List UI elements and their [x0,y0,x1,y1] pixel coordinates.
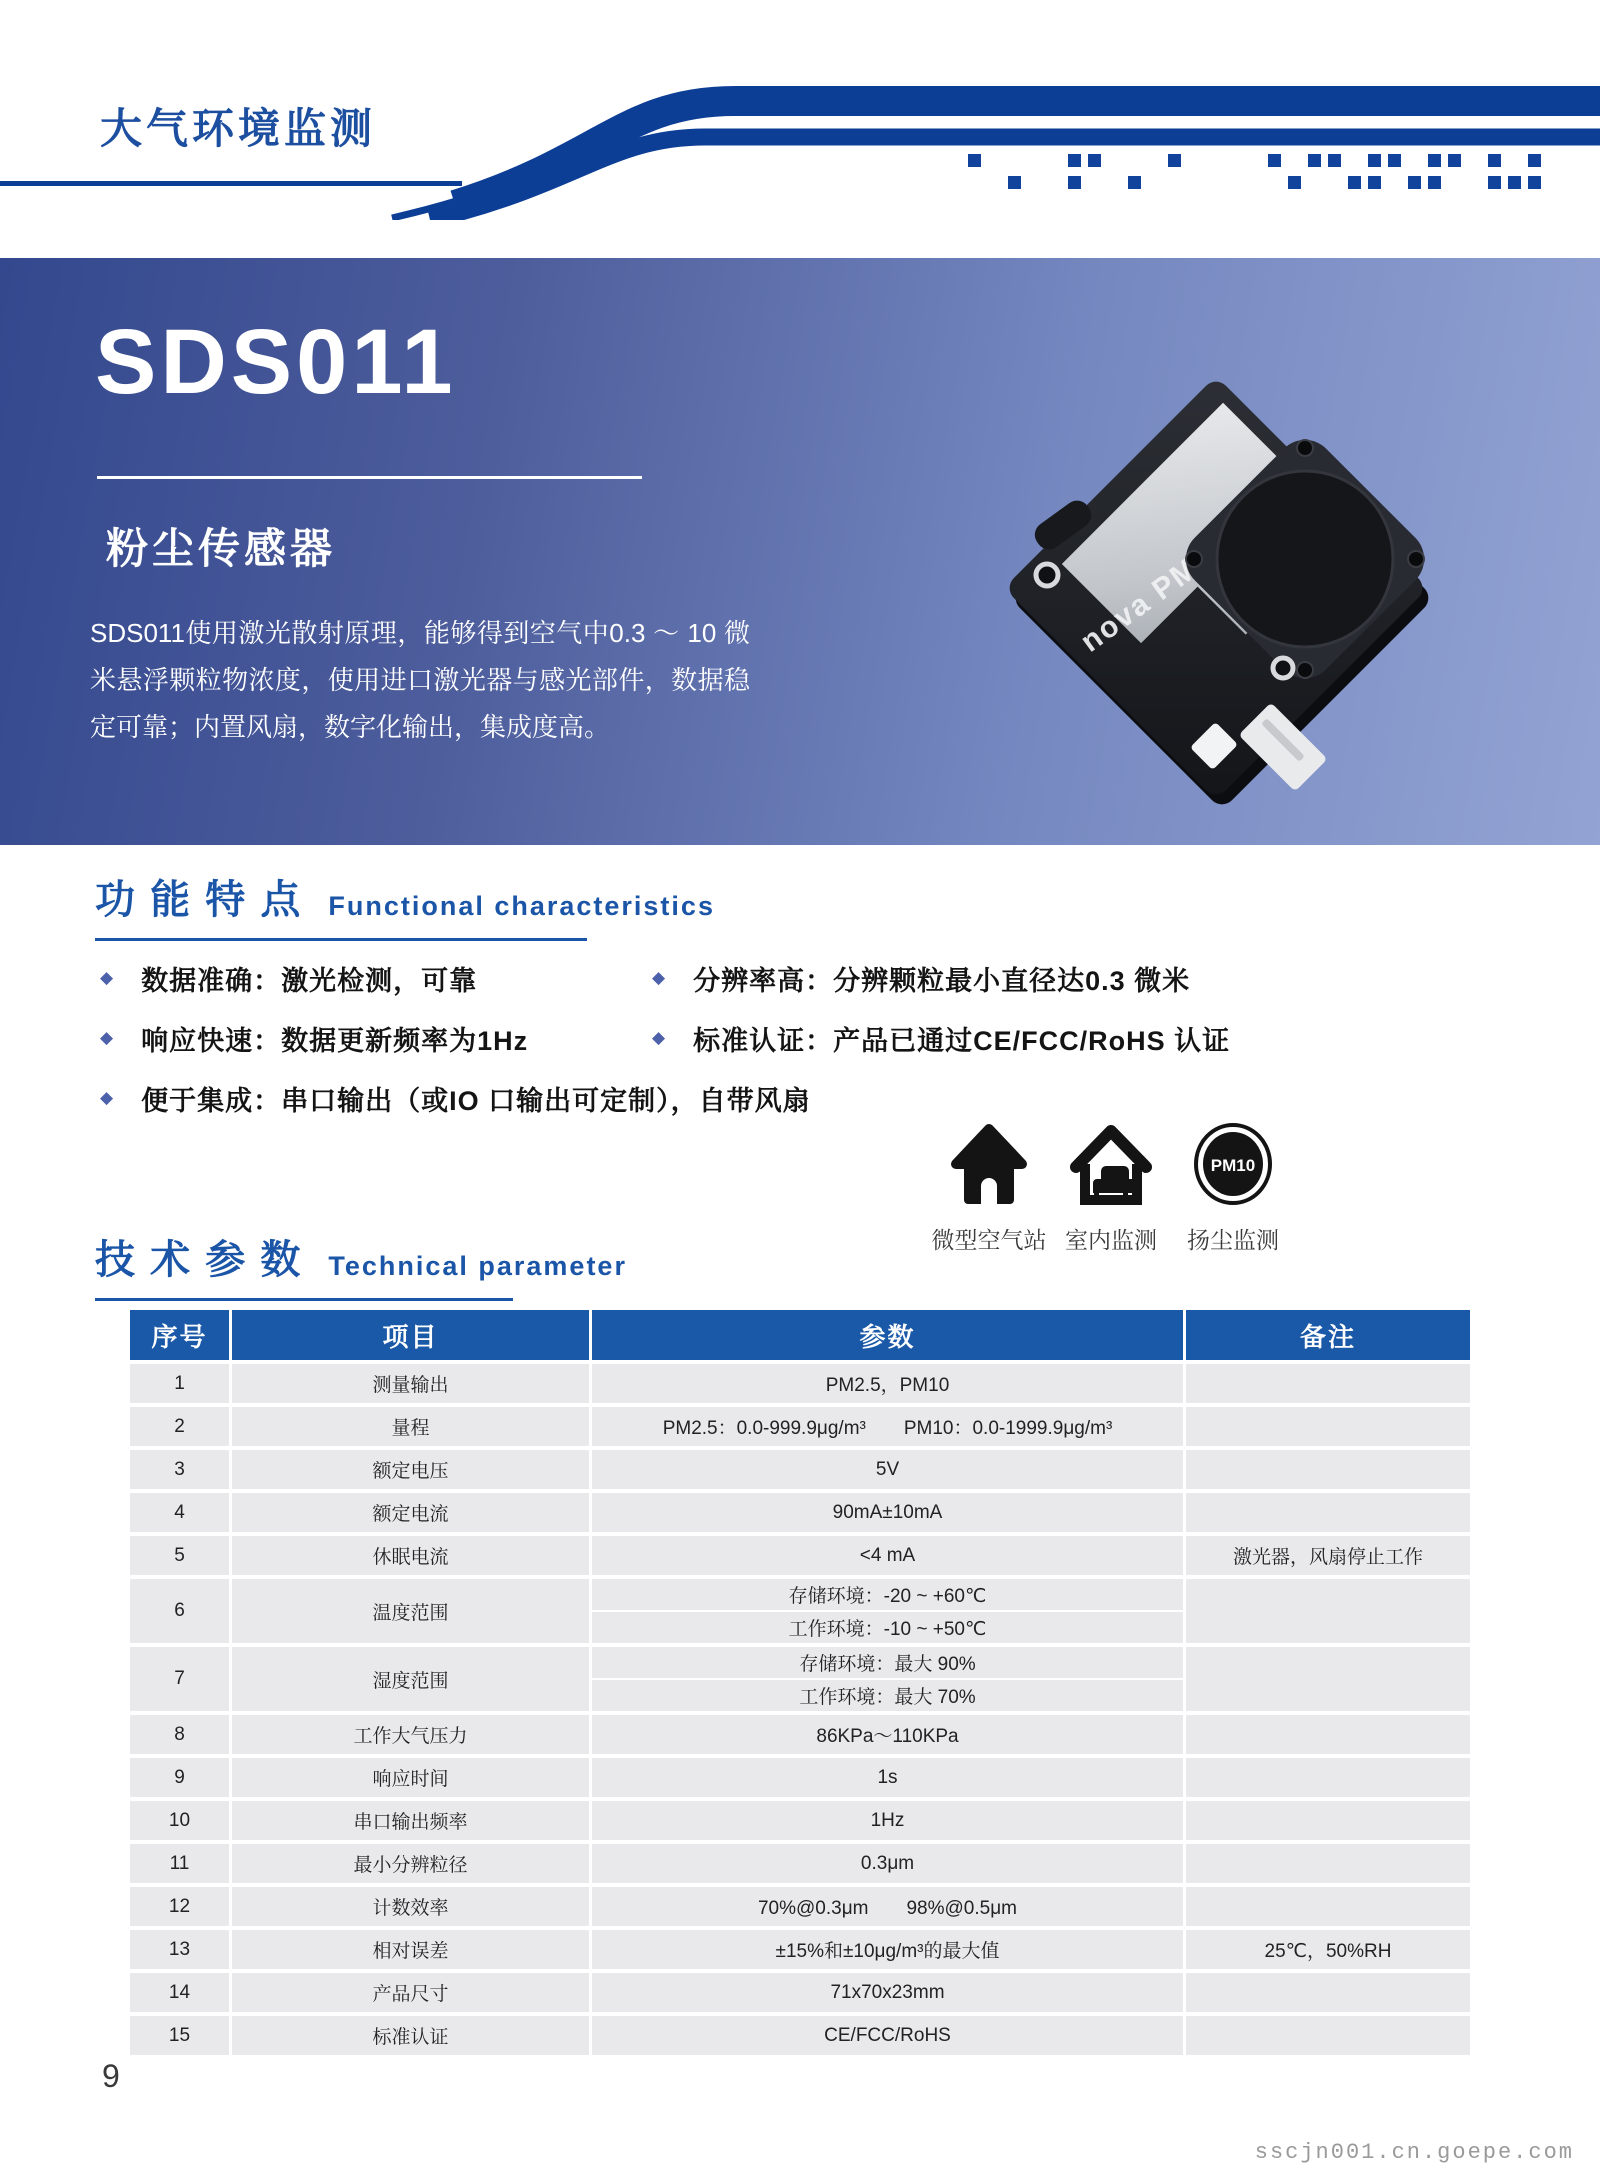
cell-note [1186,1715,1470,1754]
dots-cell [1468,154,1481,167]
diamond-bullet-icon: ◆ [100,1088,114,1107]
cell-param [592,2016,1186,2055]
cell-note [1186,1450,1470,1489]
table-header-row [130,1310,1470,1360]
cell-note [1186,1844,1470,1883]
features-section-title [95,868,715,925]
cell-item: 最小分辨粒径 [232,1844,592,1883]
specs-title-en: Technical parameter [328,1251,627,1281]
param-line: 0.3μm [860,1852,915,1874]
product-label: nova PM [1074,551,1206,659]
cell-item: 工作大气压力 [232,1715,592,1754]
dots-cell [1508,154,1521,167]
dots-cell [1088,154,1101,167]
dots-cell [1488,154,1501,167]
dots-cell [1008,176,1021,189]
cell-note [1186,1758,1470,1797]
cell-param [592,1536,1186,1575]
application-label: 室内监测 [1065,1227,1157,1253]
header-cell: 项目 [232,1310,592,1360]
cell-note [1186,2016,1470,2055]
dots-row [948,176,1548,189]
cell-param [592,1801,1186,1840]
dots-cell [1428,154,1441,167]
dots-cell [1488,176,1501,189]
cell-item: 测量输出 [232,1364,592,1403]
dots-cell [1068,154,1081,167]
feature-text: 便于集成：串口输出（或IO 口输出可定制），自带风扇 [141,1085,811,1116]
dots-cell [1348,176,1361,189]
diamond-bullet-icon: ◆ [652,968,666,987]
cell-no: 10 [130,1801,232,1840]
cell-note [1186,1364,1470,1403]
diamond-bullet-icon: ◆ [100,1028,114,1047]
cell-no: 15 [130,2016,232,2055]
cell-item: 温度范围 [232,1579,592,1643]
param-line: 90mA±10mA [832,1501,943,1523]
cell-param [592,1493,1186,1532]
application-label: 微型空气站 [931,1227,1047,1253]
dots-cell [1448,154,1461,167]
table-row [130,1450,1470,1489]
cell-no: 2 [130,1407,232,1446]
cell-note: 激光器，风扇停止工作 [1186,1536,1470,1575]
cell-note [1186,1493,1470,1532]
cell-note: 25℃，50%RH [1186,1930,1470,1969]
hero-divider [97,476,642,479]
table-row [130,2016,1470,2055]
cell-item: 量程 [232,1407,592,1446]
dots-cell [1188,176,1201,189]
param-line: 1s [877,1766,898,1788]
dots-cell [1048,176,1061,189]
specs-section-title [95,1228,627,1285]
dots-cell [1028,154,1041,167]
param-line: 工作环境：最大 70% [592,1678,1183,1711]
dots-cell [1008,154,1021,167]
cell-no: 1 [130,1364,232,1403]
dots-cell [1228,154,1241,167]
dots-cell [1128,176,1141,189]
cell-note [1186,1579,1470,1643]
cell-item: 相对误差 [232,1930,592,1969]
cell-item: 计数效率 [232,1887,592,1926]
dots-cell [1348,154,1361,167]
dots-cell [1328,154,1341,167]
dots-cell [1168,154,1181,167]
dots-cell [988,154,1001,167]
air-station-icon [948,1120,1030,1206]
cell-no: 11 [130,1844,232,1883]
feature-item [100,1078,811,1118]
product-model: SDS011 [95,311,457,413]
cell-no: 7 [130,1647,232,1711]
dots-cell [1388,154,1401,167]
cell-item: 响应时间 [232,1758,592,1797]
cell-note [1186,1973,1470,2012]
indoor-monitor-icon [1070,1120,1152,1206]
param-line: PM2.5：0.0-999.9μg/m³ PM10：0.0-1999.9μg/m³ [662,1418,1113,1439]
table-row [130,1493,1470,1532]
table-row [130,1407,1470,1446]
cell-no: 13 [130,1930,232,1969]
pm10-icon [1192,1120,1274,1206]
dots-cell [1108,154,1121,167]
cell-note [1186,1647,1470,1711]
table-row [130,1801,1470,1840]
cell-item: 标准认证 [232,2016,592,2055]
page-title: 大气环境监测 [100,105,377,152]
dots-cell [948,154,961,167]
table-row [130,1364,1470,1403]
param-line: 存储环境：-20 ~ +60℃ [788,1586,987,1607]
table-row [130,1844,1470,1883]
application-air-station [928,1120,1050,1255]
dots-cell [1468,176,1481,189]
application-icons [928,1120,1294,1255]
cell-no: 4 [130,1493,232,1532]
param-line: 工作环境：-10 ~ +50℃ [592,1610,1183,1643]
cell-param [592,1364,1186,1403]
param-line: PM2.5，PM10 [825,1375,950,1396]
cell-no: 8 [130,1715,232,1754]
cell-param [592,1579,1186,1643]
cell-param [592,1887,1186,1926]
diamond-bullet-icon: ◆ [652,1028,666,1047]
dots-cell [1368,176,1381,189]
cell-item: 额定电流 [232,1493,592,1532]
application-indoor [1050,1120,1172,1255]
header-cell: 序号 [130,1310,232,1360]
table-row [130,1579,1470,1643]
dots-cell [1428,176,1441,189]
product-name: 粉尘传感器 [106,525,337,572]
feature-item [652,958,1230,998]
cell-no: 9 [130,1758,232,1797]
feature-list-right [652,958,1230,1078]
page-number: 9 [102,2058,120,2094]
dots-cell [1208,154,1221,167]
table-row [130,1973,1470,2012]
cell-param [592,1407,1186,1446]
dots-cell [1148,176,1161,189]
table-row [130,1647,1470,1711]
dots-cell [1388,176,1401,189]
dots-cell [1288,176,1301,189]
dots-cell [1068,176,1081,189]
dots-cell [1508,176,1521,189]
header-cell: 备注 [1186,1310,1470,1360]
watermark: sscjn001.cn.goepe.com [1254,2140,1574,2165]
dots-cell [1028,176,1041,189]
table-row [130,1715,1470,1754]
cell-no: 3 [130,1450,232,1489]
dots-cell [1228,176,1241,189]
param-line: 5V [875,1458,900,1480]
param-line: <4 mA [859,1544,916,1566]
dots-cell [1528,176,1541,189]
feature-item [652,1018,1230,1058]
cell-note [1186,1407,1470,1446]
dots-cell [1308,154,1321,167]
cell-param [592,1758,1186,1797]
cell-param [592,1930,1186,1969]
header-cell: 参数 [592,1310,1186,1360]
dots-cell [1088,176,1101,189]
dots-cell [1108,176,1121,189]
param-line: 70%@0.3μm 98%@0.5μm [757,1898,1017,1919]
cell-item: 产品尺寸 [232,1973,592,2012]
dots-cell [1328,176,1341,189]
table-row [130,1887,1470,1926]
param-line: 71x70x23mm [830,1981,945,2003]
dots-cell [968,154,981,167]
dots-cell [1268,154,1281,167]
product-description: SDS011使用激光散射原理，能够得到空气中0.3 ～ 10 微米悬浮颗粒物浓度，使用进口激光器与感光部件，数据稳定可靠；内置风扇，数字化输出，集成度高。 [90,618,750,742]
dots-cell [1128,154,1141,167]
param-line: ±15%和±10μg/m³的最大值 [775,1941,1000,1962]
feature-text: 分辨率高：分辨颗粒最小直径达0.3 微米 [693,965,1191,996]
dots-cell [1408,176,1421,189]
cell-no: 5 [130,1536,232,1575]
cell-no: 6 [130,1579,232,1643]
param-line: 存储环境：最大 90% [799,1654,976,1675]
dots-row [948,154,1548,167]
application-label: 扬尘监测 [1187,1227,1279,1253]
param-line: 1Hz [870,1809,905,1831]
features-title-rule [95,938,587,941]
dots-cell [968,176,981,189]
cell-param [592,1715,1186,1754]
dots-cell [1048,154,1061,167]
dots-cell [1168,176,1181,189]
features-title-cn: 功 能 特 点 [95,878,303,922]
cell-param [592,1844,1186,1883]
param-line: 86KPa～110KPa [816,1726,959,1747]
cell-note [1186,1887,1470,1926]
table-row [130,1930,1470,1969]
dots-cell [1368,154,1381,167]
features-title-en: Functional characteristics [328,891,715,921]
dots-cell [1208,176,1221,189]
dots-cell [1148,154,1161,167]
cell-note [1186,1801,1470,1840]
application-dust [1172,1120,1294,1255]
feature-text: 响应快速：数据更新频率为1Hz [141,1025,529,1056]
specs-title-cn: 技 术 参 数 [95,1238,303,1282]
pm10-badge: PM10 [1210,1156,1256,1175]
hero-banner [0,258,1600,845]
cell-no: 14 [130,1973,232,2012]
diamond-bullet-icon: ◆ [100,968,114,987]
cell-param [592,1647,1186,1711]
dots-cell [1308,176,1321,189]
dots-cell [1248,154,1261,167]
param-line: CE/FCC/RoHS [824,2024,951,2046]
dots-cell [988,176,1001,189]
product-image [940,348,1560,848]
cell-param [592,1450,1186,1489]
cell-no: 12 [130,1887,232,1926]
cell-item: 休眠电流 [232,1536,592,1575]
specs-title-rule [95,1298,513,1301]
feature-text: 数据准确：激光检测，可靠 [141,965,478,996]
dots-cell [1248,176,1261,189]
dots-cell [1528,154,1541,167]
cell-param [592,1973,1186,2012]
cell-item: 湿度范围 [232,1647,592,1711]
table-row [130,1758,1470,1797]
cell-item: 额定电压 [232,1450,592,1489]
dots-decoration [948,154,1548,198]
dots-cell [1268,176,1281,189]
spec-table [130,1310,1470,2059]
table-row [130,1536,1470,1575]
dots-cell [1408,154,1421,167]
cell-item: 串口输出频率 [232,1801,592,1840]
dots-cell [1288,154,1301,167]
dots-cell [948,176,961,189]
dots-cell [1448,176,1461,189]
feature-text: 标准认证：产品已通过CE/FCC/RoHS 认证 [693,1025,1231,1056]
dots-cell [1188,154,1201,167]
